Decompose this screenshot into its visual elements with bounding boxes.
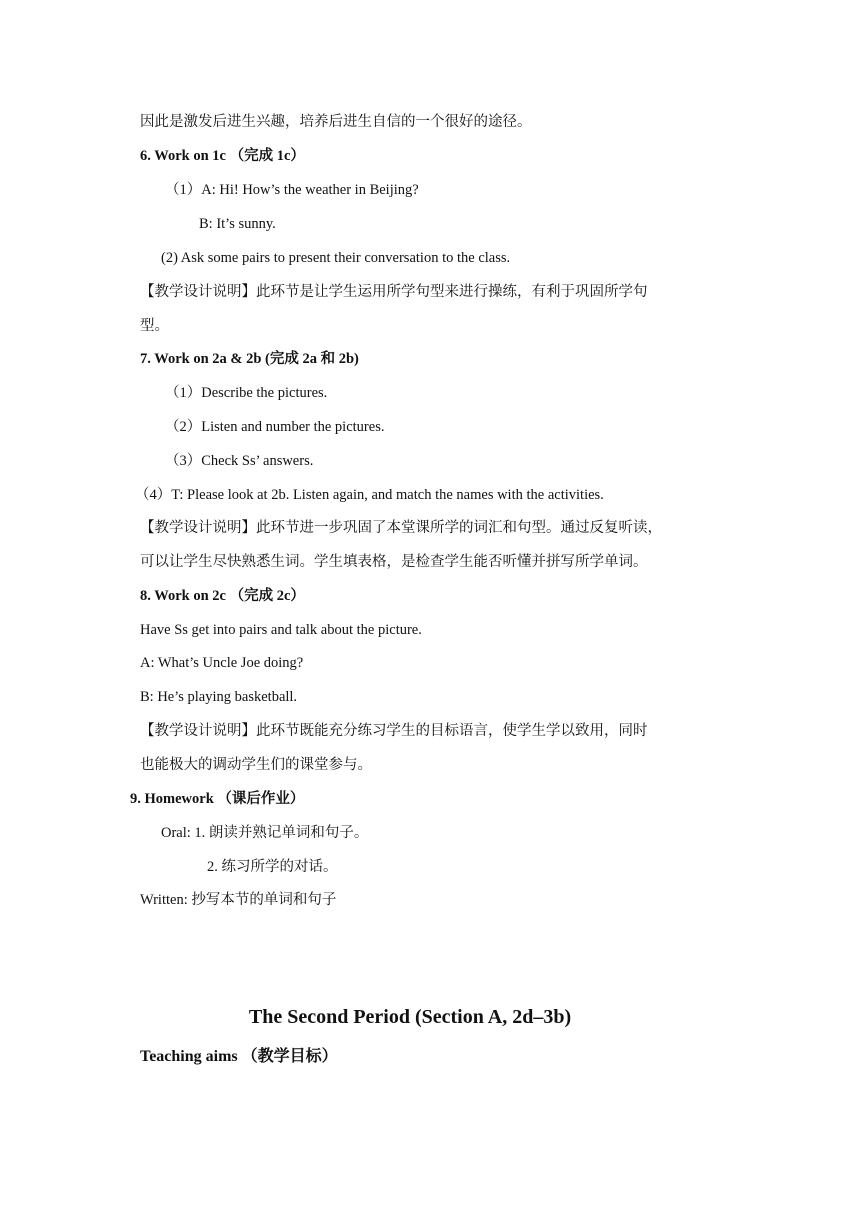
- instruction-line: （3）Check Ss’ answers.: [165, 453, 314, 469]
- design-note-line: 【教学设计说明】此环节进一步巩固了本堂课所学的词汇和句型。通过反复听读，: [140, 520, 662, 536]
- homework-line: Oral: 1. 朗读并熟记单词和句子。: [161, 825, 369, 841]
- instruction-line: Have Ss get into pairs and talk about the picture.: [140, 622, 422, 638]
- instruction-line: （1）Describe the pictures.: [165, 385, 328, 401]
- design-note-line: 型。: [140, 318, 169, 334]
- design-note-line: 可以让学生尽快熟悉生词。学生填表格，是检查学生能否听懂并拼写所学单词。: [140, 554, 648, 570]
- step-heading-8: 8. Work on 2c （完成 2c）: [140, 588, 305, 604]
- homework-line: Written: 抄写本节的单词和句子: [140, 892, 337, 908]
- design-note-line: 也能极大的调动学生们的课堂参与。: [140, 757, 372, 773]
- dialog-line: B: It’s sunny.: [199, 216, 276, 232]
- aims-heading: Teaching aims （教学目标）: [140, 1048, 338, 1065]
- step-heading-7: 7. Work on 2a & 2b (完成 2a 和 2b): [140, 351, 359, 367]
- paragraph-line: 因此是激发后进生兴趣，培养后进生自信的一个很好的途径。: [140, 114, 532, 130]
- instruction-line: （4）T: Please look at 2b. Listen again, and match the names with the activities.: [135, 487, 604, 503]
- instruction-line: （2）Listen and number the pictures.: [165, 419, 385, 435]
- dialog-line: （1）A: Hi! How’s the weather in Beijing?: [165, 182, 419, 198]
- step-heading-9: 9. Homework （课后作业）: [130, 791, 305, 807]
- design-note-line: 【教学设计说明】此环节是让学生运用所学句型来进行操练，有利于巩固所学句: [140, 284, 648, 300]
- section-title: The Second Period (Section A, 2d–3b): [248, 1006, 572, 1028]
- instruction-line: (2) Ask some pairs to present their conversation to the class.: [161, 250, 511, 266]
- dialog-line: B: He’s playing basketball.: [140, 689, 298, 705]
- step-heading-6: 6. Work on 1c （完成 1c）: [140, 148, 305, 164]
- dialog-line: A: What’s Uncle Joe doing?: [140, 655, 304, 671]
- design-note-line: 【教学设计说明】此环节既能充分练习学生的目标语言，使学生学以致用，同时: [140, 723, 648, 739]
- homework-line: 2. 练习所学的对话。: [207, 859, 338, 875]
